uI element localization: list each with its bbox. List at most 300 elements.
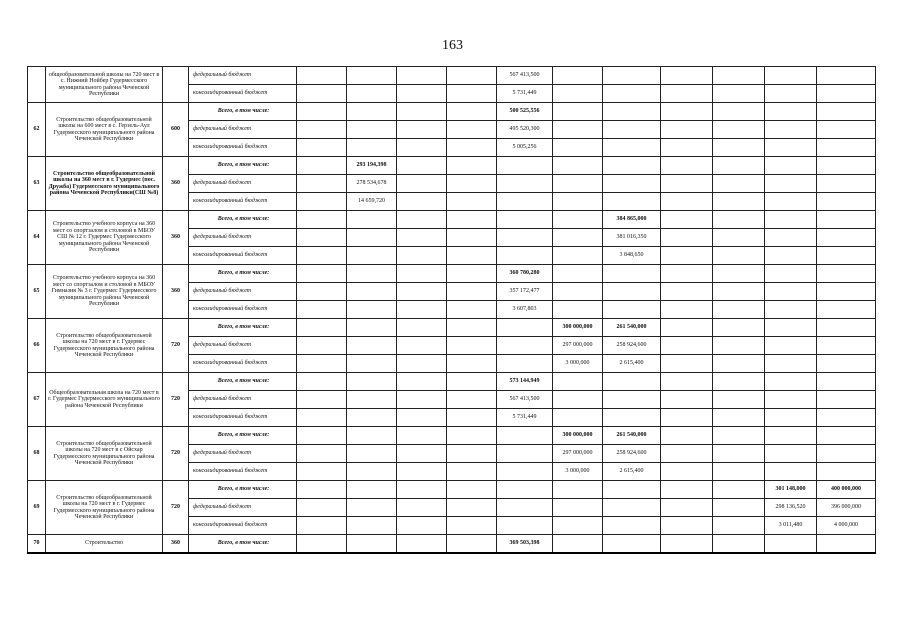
value-cell [447,139,497,157]
value-cell: 2 615,400 [603,463,661,481]
value-cell [397,463,447,481]
value-cell [497,499,553,517]
value-cell: 381 016,350 [603,229,661,247]
value-cell [297,103,347,121]
budget-total-label: Всего, в том числе: [189,427,297,445]
value-cell [713,481,765,499]
value-cell [447,211,497,229]
value-cell [397,103,447,121]
value-cell [297,247,347,265]
value-cell [661,535,713,553]
value-cell [713,139,765,157]
value-cell: 2 615,400 [603,355,661,373]
value-cell [553,67,603,85]
project-name: Строительство общеобразовательной школы на 720 мест в с Ойсхар Гудермесского муниципального района Чеченской Республики [46,427,163,481]
value-cell [713,517,765,535]
value-cell [347,85,397,103]
table-row [28,319,876,337]
value-cell [447,229,497,247]
value-cell [447,283,497,301]
table-row [28,211,876,229]
value-cell [765,337,817,355]
value-cell [603,157,661,175]
value-cell [765,103,817,121]
budget-source-label: консолидированный бюджет [189,463,297,481]
project-capacity: 720 [163,373,189,427]
value-cell [817,355,876,373]
value-cell [497,247,553,265]
value-cell [297,121,347,139]
value-cell [603,139,661,157]
value-cell [397,247,447,265]
value-cell [447,121,497,139]
value-cell [447,355,497,373]
value-cell [603,283,661,301]
value-cell [347,337,397,355]
value-cell [397,175,447,193]
value-cell [817,139,876,157]
table-row [28,265,876,283]
value-cell [661,175,713,193]
value-cell [713,283,765,301]
value-cell [447,319,497,337]
value-cell [553,301,603,319]
value-cell [297,427,347,445]
value-cell: 297 000,000 [553,445,603,463]
budget-source-label: федеральный бюджет [189,391,297,409]
value-cell [713,157,765,175]
value-cell [397,139,447,157]
value-cell [661,211,713,229]
value-cell [713,337,765,355]
value-cell [397,409,447,427]
value-cell [553,247,603,265]
value-cell [397,427,447,445]
value-cell: 3 000,000 [553,463,603,481]
value-cell [347,247,397,265]
value-cell [347,517,397,535]
value-cell [603,85,661,103]
table-row [28,535,876,553]
value-cell [661,67,713,85]
value-cell [765,391,817,409]
project-name: Общеобразовательная школа на 720 мест в г. Гудермес Гудермесского муниципального района Чеченской Республики [46,373,163,427]
value-cell [497,445,553,463]
value-cell [713,427,765,445]
value-cell [713,265,765,283]
project-number: 68 [28,427,46,481]
project-capacity: 360 [163,535,189,553]
value-cell [447,499,497,517]
project-name: Строительство [46,535,163,553]
value-cell [817,409,876,427]
value-cell [347,103,397,121]
value-cell [347,481,397,499]
value-cell [817,175,876,193]
value-cell [397,157,447,175]
value-cell: 14 659,720 [347,193,397,211]
value-cell [661,517,713,535]
budget-source-label: федеральный бюджет [189,67,297,85]
project-name: Строительство общеобразовательной школы на 600 мест в с. Герзель-Аул Гудермесского муниципального района Чеченской Республики [46,103,163,157]
value-cell [661,499,713,517]
value-cell [765,535,817,553]
value-cell [765,463,817,481]
value-cell [765,319,817,337]
budget-source-label: консолидированный бюджет [189,85,297,103]
value-cell [713,373,765,391]
value-cell: 357 172,477 [497,283,553,301]
value-cell [553,535,603,553]
value-cell: 301 148,000 [765,481,817,499]
budget-total-label: Всего, в том числе: [189,157,297,175]
value-cell [765,247,817,265]
value-cell [553,409,603,427]
value-cell [765,301,817,319]
value-cell [553,175,603,193]
value-cell [553,265,603,283]
value-cell [817,211,876,229]
value-cell [765,121,817,139]
value-cell [713,463,765,481]
project-capacity: 720 [163,427,189,481]
value-cell [297,229,347,247]
project-number: 64 [28,211,46,265]
value-cell [713,355,765,373]
value-cell [447,247,497,265]
value-cell [661,139,713,157]
value-cell [603,193,661,211]
value-cell [765,355,817,373]
budget-source-label: консолидированный бюджет [189,193,297,211]
value-cell [661,157,713,175]
value-cell [817,535,876,553]
value-cell: 5 731,449 [497,85,553,103]
value-cell [297,337,347,355]
value-cell [397,121,447,139]
value-cell [397,517,447,535]
value-cell [297,85,347,103]
value-cell [447,265,497,283]
project-capacity: 600 [163,103,189,157]
budget-total-label: Всего, в том числе: [189,481,297,499]
value-cell [817,391,876,409]
value-cell [347,391,397,409]
value-cell [661,121,713,139]
value-cell [553,517,603,535]
table-row [28,67,876,85]
value-cell [603,499,661,517]
value-cell [765,229,817,247]
value-cell [297,193,347,211]
project-capacity: 360 [163,265,189,319]
value-cell [765,67,817,85]
value-cell [603,391,661,409]
value-cell [817,427,876,445]
value-cell [661,301,713,319]
value-cell: 3 607,803 [497,301,553,319]
value-cell [497,517,553,535]
value-cell [397,445,447,463]
value-cell [297,157,347,175]
table-row [28,103,876,121]
value-cell [661,373,713,391]
value-cell [713,319,765,337]
value-cell: 500 525,556 [497,103,553,121]
value-cell [397,265,447,283]
value-cell [397,535,447,553]
budget-source-label: федеральный бюджет [189,121,297,139]
budget-source-label: консолидированный бюджет [189,409,297,427]
value-cell [817,283,876,301]
value-cell [497,175,553,193]
project-number: 69 [28,481,46,535]
value-cell [661,337,713,355]
project-number: 65 [28,265,46,319]
value-cell [661,481,713,499]
value-cell [297,283,347,301]
value-cell [497,337,553,355]
value-cell [661,85,713,103]
value-cell [713,391,765,409]
value-cell [603,67,661,85]
project-capacity: 720 [163,319,189,373]
value-cell [297,499,347,517]
value-cell [447,445,497,463]
value-cell [447,67,497,85]
value-cell [297,445,347,463]
project-name: общеобразовательной школы на 720 мест в с. Нижний Нойбер Гудермесского муниципального района Чеченской Республики [46,67,163,103]
budget-source-label: федеральный бюджет [189,337,297,355]
value-cell [297,463,347,481]
value-cell [817,85,876,103]
value-cell [497,463,553,481]
value-cell [713,193,765,211]
table-row [28,157,876,175]
value-cell [817,157,876,175]
budget-source-label: консолидированный бюджет [189,139,297,157]
table-row [28,427,876,445]
value-cell [765,85,817,103]
value-cell [347,283,397,301]
value-cell [713,175,765,193]
budget-source-label: федеральный бюджет [189,229,297,247]
value-cell [447,391,497,409]
value-cell [713,229,765,247]
budget-source-label: федеральный бюджет [189,499,297,517]
value-cell [447,517,497,535]
project-name: Строительство общеобразовательной школы на 720 мест в г. Гудермес Гудермесского муниципального района Чеченской Республики [46,319,163,373]
value-cell [347,67,397,85]
value-cell [713,409,765,427]
project-name: Строительство учебного корпуса на 360 мест со спортзалом и столовой в МБОУ Гимназия № 3 г. Гудермес Гудермесского муниципального района Чеченской Республики [46,265,163,319]
value-cell [603,265,661,283]
value-cell [497,319,553,337]
project-capacity: 360 [163,211,189,265]
value-cell [713,67,765,85]
project-number: 63 [28,157,46,211]
budget-source-label: федеральный бюджет [189,445,297,463]
value-cell [817,67,876,85]
value-cell [765,157,817,175]
value-cell [347,265,397,283]
project-number: 67 [28,373,46,427]
value-cell [553,103,603,121]
value-cell [397,229,447,247]
value-cell [347,499,397,517]
value-cell: 258 924,600 [603,337,661,355]
value-cell [497,229,553,247]
value-cell [297,517,347,535]
value-cell [347,355,397,373]
budget-total-label: Всего, в том числе: [189,373,297,391]
value-cell [397,193,447,211]
value-cell [553,193,603,211]
value-cell: 261 540,000 [603,427,661,445]
value-cell [661,265,713,283]
value-cell [603,301,661,319]
value-cell [297,67,347,85]
value-cell [553,229,603,247]
value-cell [713,247,765,265]
value-cell [817,445,876,463]
value-cell [765,265,817,283]
value-cell [553,211,603,229]
value-cell [447,175,497,193]
project-capacity: 720 [163,481,189,535]
value-cell: 384 865,000 [603,211,661,229]
value-cell [497,427,553,445]
value-cell [661,283,713,301]
value-cell: 495 520,300 [497,121,553,139]
value-cell: 3 000,000 [553,355,603,373]
value-cell [447,193,497,211]
value-cell: 573 144,949 [497,373,553,391]
value-cell [397,67,447,85]
value-cell: 261 540,000 [603,319,661,337]
project-number [28,67,46,103]
value-cell [347,211,397,229]
table-row [28,373,876,391]
value-cell [347,301,397,319]
value-cell [397,283,447,301]
value-cell: 360 780,280 [497,265,553,283]
value-cell [603,409,661,427]
value-cell [603,175,661,193]
value-cell [817,121,876,139]
value-cell [817,103,876,121]
value-cell [661,247,713,265]
budget-total-label: Всего, в том числе: [189,535,297,553]
value-cell [297,265,347,283]
value-cell: 300 000,000 [553,319,603,337]
value-cell [297,139,347,157]
value-cell [447,463,497,481]
value-cell [347,427,397,445]
value-cell: 567 413,500 [497,67,553,85]
value-cell [817,373,876,391]
value-cell [447,481,497,499]
value-cell [713,121,765,139]
value-cell: 369 503,398 [497,535,553,553]
project-name: Строительство общеобразовательной школы на 720 мест в г. Гудермес Гудермесского муниципального района Чеченской Республики [46,481,163,535]
value-cell: 396 000,000 [817,499,876,517]
value-cell [713,103,765,121]
value-cell [347,139,397,157]
value-cell [765,373,817,391]
value-cell [603,103,661,121]
value-cell [347,445,397,463]
value-cell [817,265,876,283]
value-cell [553,139,603,157]
value-cell [661,319,713,337]
value-cell [765,283,817,301]
value-cell [397,355,447,373]
value-cell [447,157,497,175]
value-cell [817,193,876,211]
value-cell [713,445,765,463]
value-cell [661,103,713,121]
value-cell [347,319,397,337]
value-cell [765,193,817,211]
value-cell [661,391,713,409]
value-cell [397,337,447,355]
value-cell [347,121,397,139]
value-cell [297,355,347,373]
value-cell [447,301,497,319]
value-cell [397,373,447,391]
value-cell: 5 005,256 [497,139,553,157]
value-cell [347,229,397,247]
budget-total-label: Всего, в том числе: [189,211,297,229]
value-cell [553,85,603,103]
budget-total-label: Всего, в том числе: [189,265,297,283]
value-cell [397,319,447,337]
value-cell [661,445,713,463]
value-cell [447,427,497,445]
value-cell [347,373,397,391]
budget-source-label: консолидированный бюджет [189,301,297,319]
value-cell: 293 194,398 [347,157,397,175]
value-cell [765,409,817,427]
value-cell [661,427,713,445]
value-cell [497,481,553,499]
project-number: 70 [28,535,46,553]
value-cell: 567 413,500 [497,391,553,409]
budget-total-label: Всего, в том числе: [189,103,297,121]
value-cell: 400 000,000 [817,481,876,499]
value-cell [713,301,765,319]
value-cell [297,535,347,553]
value-cell [553,499,603,517]
value-cell [817,301,876,319]
value-cell [765,445,817,463]
value-cell [713,211,765,229]
value-cell [661,193,713,211]
budget-source-label: консолидированный бюджет [189,517,297,535]
value-cell: 3 011,480 [765,517,817,535]
value-cell [661,463,713,481]
value-cell [497,193,553,211]
value-cell [297,211,347,229]
value-cell [765,427,817,445]
value-cell [447,535,497,553]
value-cell [297,175,347,193]
value-cell [817,319,876,337]
value-cell [603,535,661,553]
value-cell [603,517,661,535]
value-cell [661,409,713,427]
